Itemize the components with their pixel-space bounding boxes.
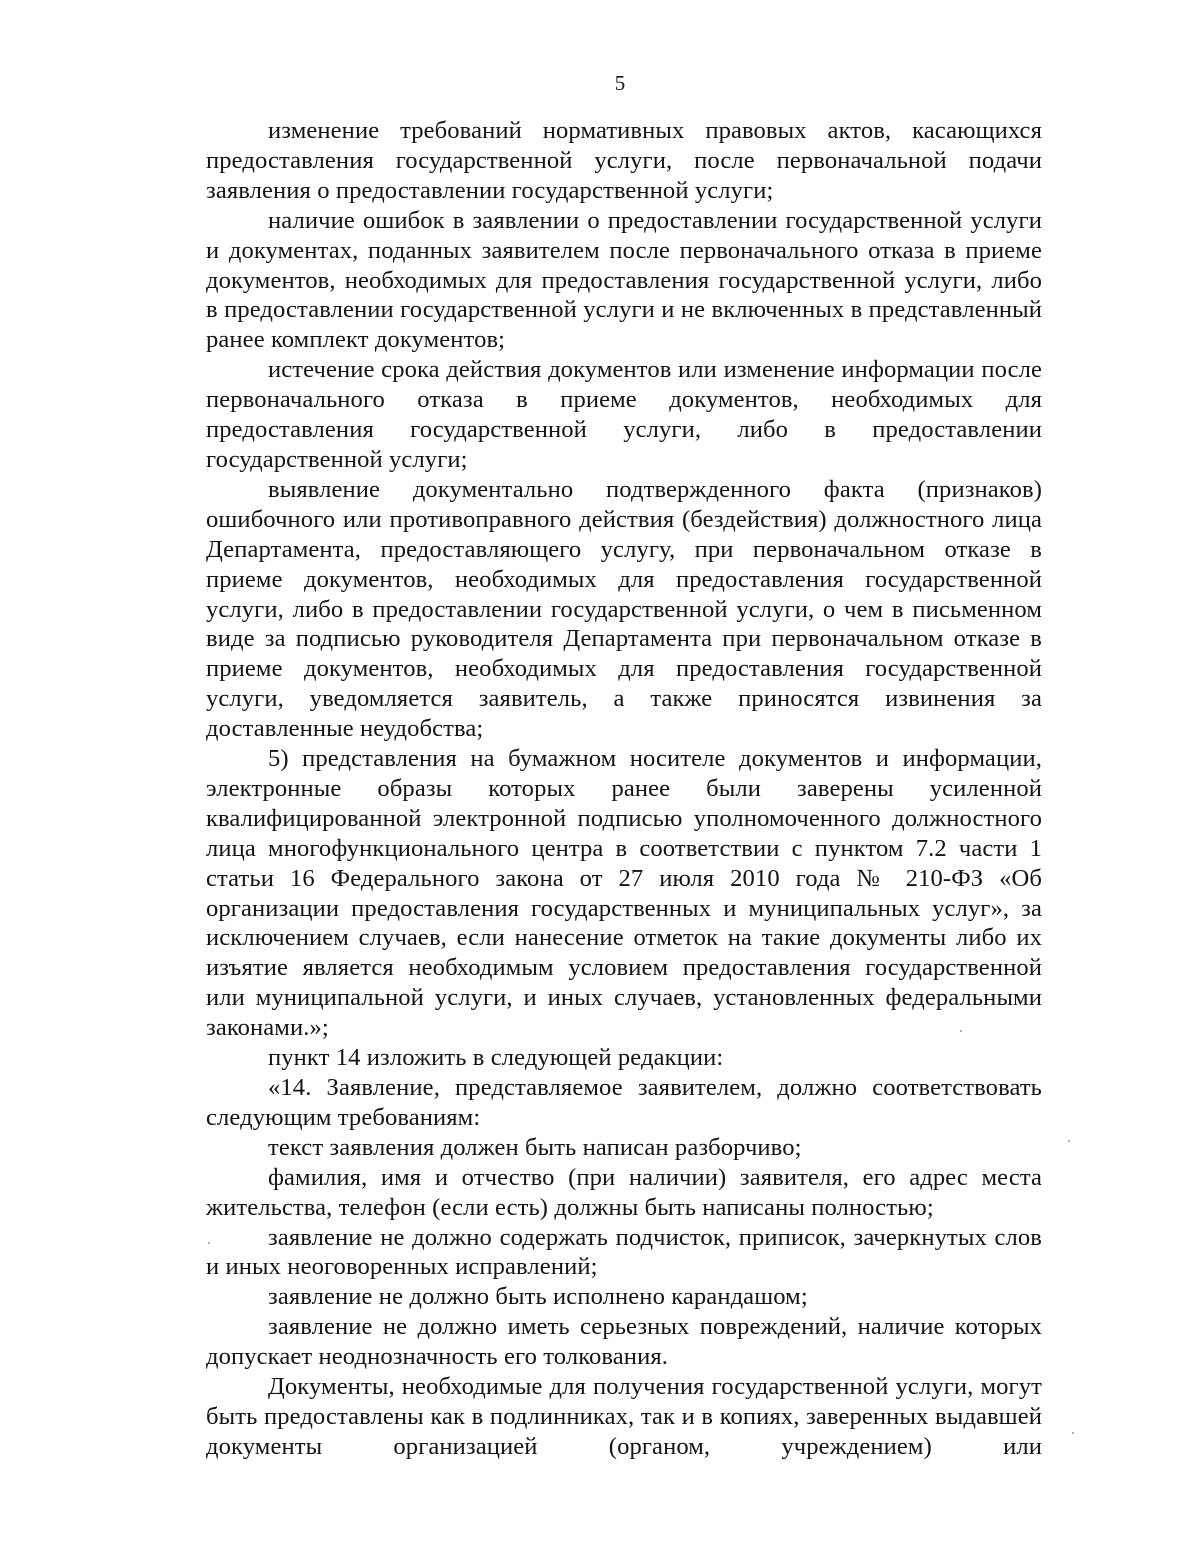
paragraph: истечение срока действия документов или изменение информации после первоначального отказа в приеме документов, необходимых для предоставления государственной услуги, либо в предоставлении государственной услуги; [206,356,1042,473]
scan-speck [1068,1140,1070,1142]
paragraph: изменение требований нормативных правовых актов, касающихся предоставления государственной услуги, после первоначальной подачи заявления о предоставлении государственной услуги; [206,117,1042,204]
paragraph: наличие ошибок в заявлении о предоставлении государственной услуги и документах, поданных заявителем после первоначального отказа в приеме документов, необходимых для предоставления государственной услуги, либо в предоставлении государственной услуги и не включенных в представленный ранее комплект документов; [206,206,1042,354]
document-body [206,116,1042,1462]
page-number: 5 [614,71,626,95]
paragraph: текст заявления должен быть написан разборчиво; [268,1133,802,1161]
scan-speck [1072,1432,1074,1434]
paragraph: заявление не должно содержать подчисток, приписок, зачеркнутых слов и иных неоговоренных исправлений; [206,1223,1042,1281]
paragraph: Документы, необходимые для получения государственной услуги, могут быть предоставлены как в подлинниках, так и в копиях, заверенных выдавшей документы организацией (органом, учреждением) или [206,1373,1042,1460]
paragraph: заявление не должно иметь серьезных повреждений, наличие которых допускает неоднозначность его толкования. [206,1313,1042,1371]
paragraph: «14. Заявление, представляемое заявителем, должно соответствовать следующим требованиям: [206,1074,1042,1131]
scan-speck [960,1030,962,1032]
paragraph: 5) представления на бумажном носителе документов и информации, электронные образы которых ранее были заверены усиленной квалифицированной электронной подписью уполномоченного должностного лица многофункционального центра в соответствии с пунктом 7.2 части 1 статьи 16 Федерального закона от 27 июля 2010 года № 210-ФЗ «Об организации предоставления государственных и муниципальных услуг», за исключением случаев, если нанесение отметок на такие документы либо их изъятие является необходимым условием предоставления государственной или муниципальной услуги, и иных случаев, установленных федеральными законами.»; [206,745,1042,1042]
paragraph: фамилия, имя и отчество (при наличии) заявителя, его адрес места жительства, телефон (если есть) должны быть написаны полностью; [206,1163,1042,1221]
paragraph: пункт 14 изложить в следующей редакции: [268,1044,724,1072]
paragraph: выявление документально подтвержденного факта (признаков) ошибочного или противоправного действия (бездействия) должностного лица Департамента, предоставляющего услугу, при первоначальном отказе в приеме документов, необходимых для предоставления государственной услуги, либо в предоставлении государственной услуги, о чем в письменном виде за подписью руководителя Департамента при первоначальном отказе в приеме документов, необходимых для предоставления государственной услуги, уведомляется заявитель, а также приносятся извинения за доставленные неудобства; [206,475,1042,743]
scan-speck [208,1242,210,1244]
paragraph: заявление не должно быть исполнено карандашом; [268,1283,808,1311]
